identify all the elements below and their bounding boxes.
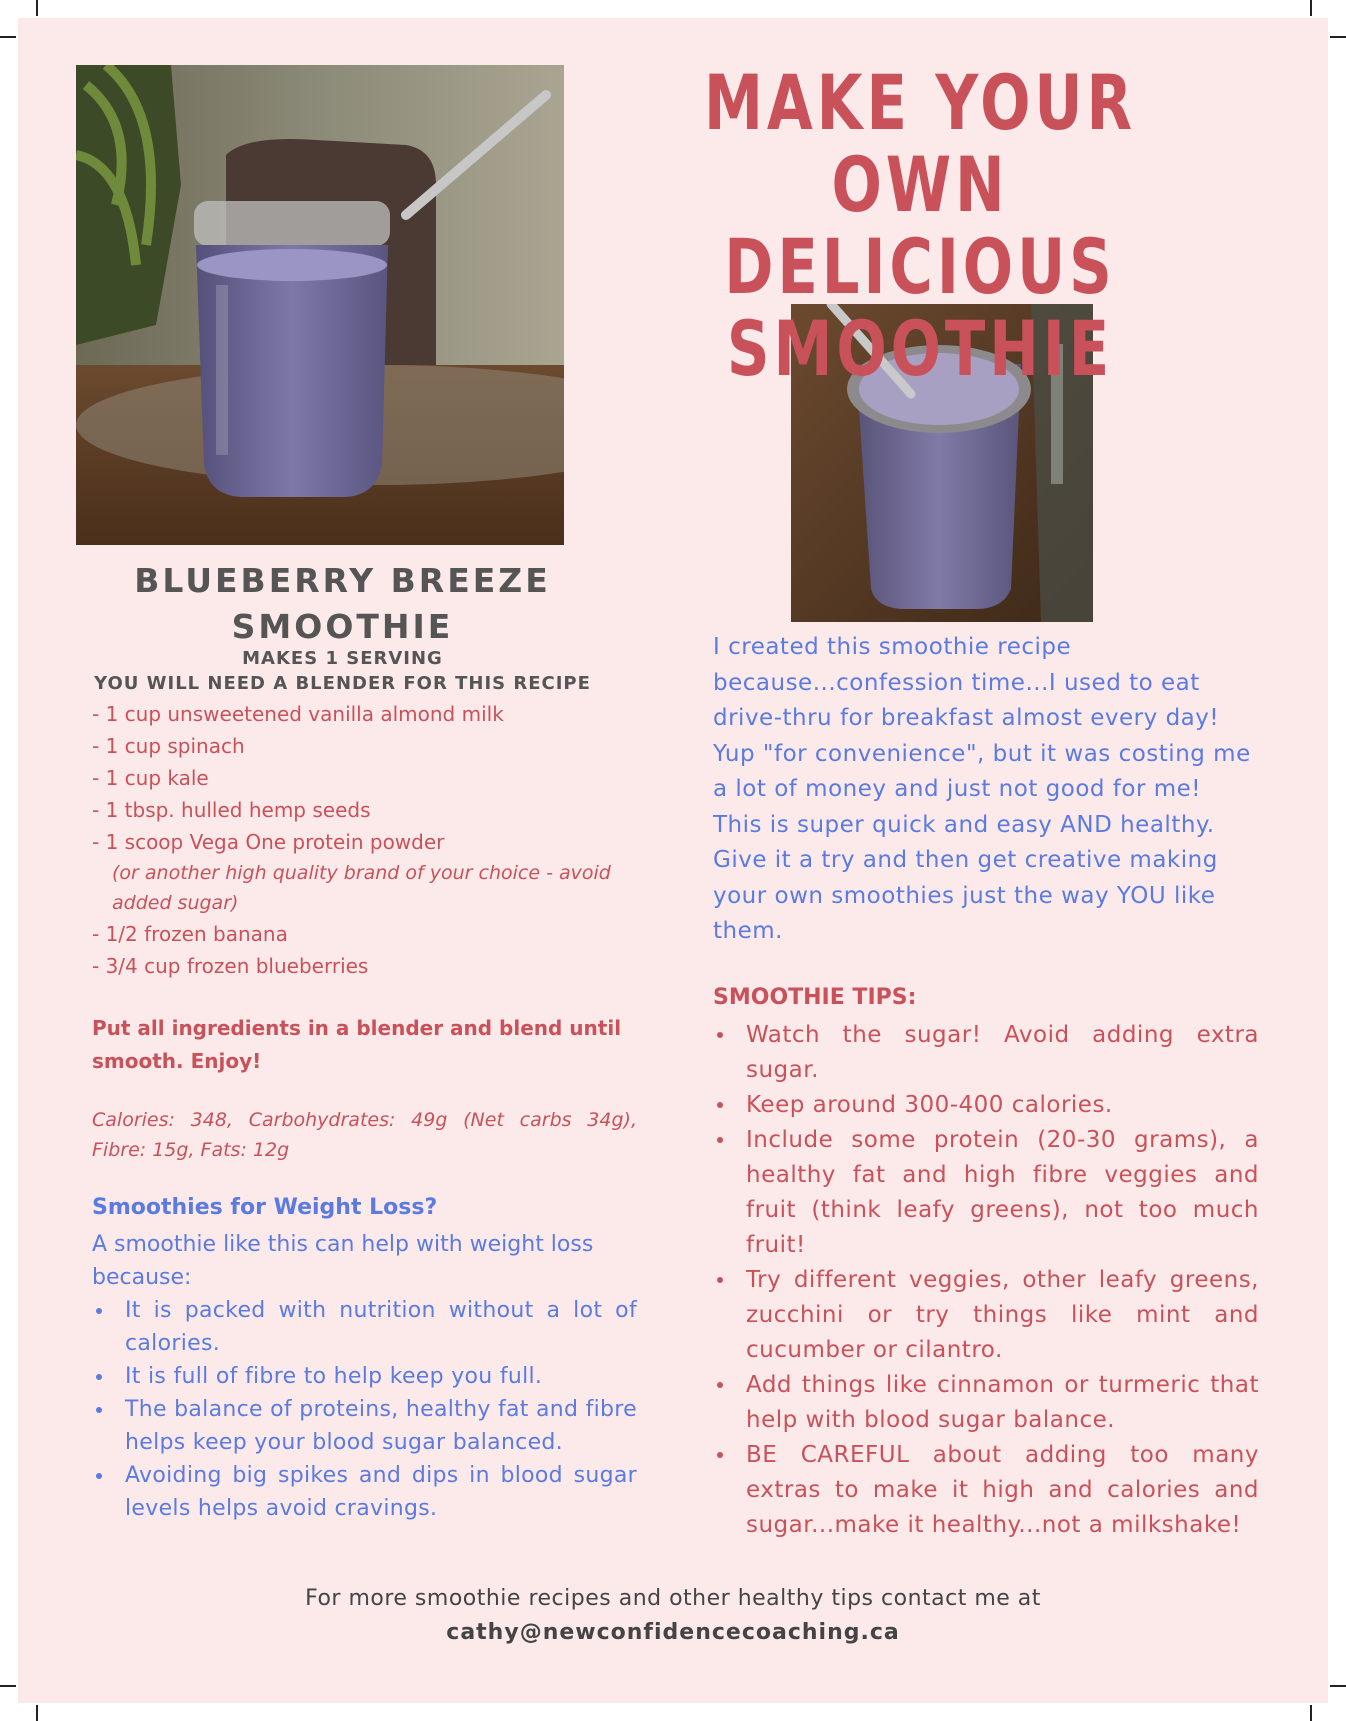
ingredient-note: (or another high quality brand of your choice - avoid added sugar) (112, 862, 611, 914)
weight-loss-intro: A smoothie like this can help with weight loss because: (92, 1232, 594, 1290)
crop-mark (36, 0, 38, 16)
tip-item: Include some protein (20-30 grams), a healthy fat and high fibre veggies and fruit (think leafy greens), not too much fruit! (713, 1123, 1259, 1263)
weight-loss-point: The balance of proteins, healthy fat and fibre helps keep your blood sugar balanced. (92, 1393, 637, 1459)
servings-label: MAKES 1 SERVING (242, 648, 443, 669)
recipe-name: BLUEBERRY BREEZE SMOOTHIE (134, 561, 551, 646)
ingredient-item: - 1 cup unsweetened vanilla almond milk (92, 702, 504, 726)
tip-item: BE CAREFUL about adding too many extras to make it high and calories and sugar...make it healthy...not a milkshake! (713, 1438, 1259, 1543)
page-title: MAKE YOUR OWN DELICIOUS SMOOTHIE (703, 58, 1137, 393)
tip-item: Keep around 300-400 calories. (713, 1088, 1259, 1123)
crop-mark (1330, 36, 1346, 38)
crop-mark (0, 36, 16, 38)
footer-contact-text: For more smoothie recipes and other healthy tips contact me at (305, 1586, 1041, 1611)
blend-instructions: Put all ingredients in a blender and blend until smooth. Enjoy! (92, 1016, 622, 1073)
crop-mark (1310, 1705, 1312, 1721)
tips-list (713, 1018, 1259, 1543)
footer-email: cathy@newconfidencecoaching.ca (446, 1620, 900, 1645)
ingredient-item: - 1 tbsp. hulled hemp seeds (92, 798, 371, 822)
weight-loss-point: Avoiding big spikes and dips in blood sugar levels helps avoid cravings. (92, 1459, 637, 1525)
weight-loss-list (92, 1294, 637, 1525)
ingredient-item: - 3/4 cup frozen blueberries (92, 954, 369, 978)
crop-mark (1310, 0, 1312, 16)
nutrition-facts: Calories: 348, Carbohydrates: 49g (Net carbs 34g), Fibre: 15g, Fats: 12g (92, 1109, 637, 1161)
ingredient-item: - 1 scoop Vega One protein powder (92, 830, 445, 854)
blender-note: YOU WILL NEED A BLENDER FOR THIS RECIPE (94, 673, 591, 694)
ingredient-item: - 1 cup spinach (92, 734, 245, 758)
tip-item: Add things like cinnamon or turmeric that help with blood sugar balance. (713, 1368, 1259, 1438)
crop-mark (1330, 1685, 1346, 1687)
weight-loss-heading: Smoothies for Weight Loss? (92, 1195, 438, 1220)
crop-mark (0, 1685, 16, 1687)
crop-mark (36, 1705, 38, 1721)
smoothie-photo-large (76, 65, 564, 545)
ingredients-list (92, 698, 652, 982)
tip-item: Try different veggies, other leafy greens, zucchini or try things like mint and cucumber or cilantro. (713, 1263, 1259, 1368)
ingredient-item: - 1 cup kale (92, 766, 209, 790)
tips-heading: SMOOTHIE TIPS: (713, 985, 917, 1010)
ingredient-item: - 1/2 frozen banana (92, 922, 288, 946)
weight-loss-point: It is packed with nutrition without a lot of calories. (92, 1294, 637, 1360)
weight-loss-point: It is full of fibre to help keep you full. (92, 1360, 637, 1393)
tip-item: Watch the sugar! Avoid adding extra sugar. (713, 1018, 1259, 1088)
story-paragraph: I created this smoothie recipe because...confession time...I used to eat drive-thru for breakfast almost every day! Yup "for convenience", but it was costing me a lot of money and just not good for me! This is super quick and easy AND healthy. Give it a try and then get creative making your own smoothies just the way YOU like them. (713, 634, 1251, 944)
